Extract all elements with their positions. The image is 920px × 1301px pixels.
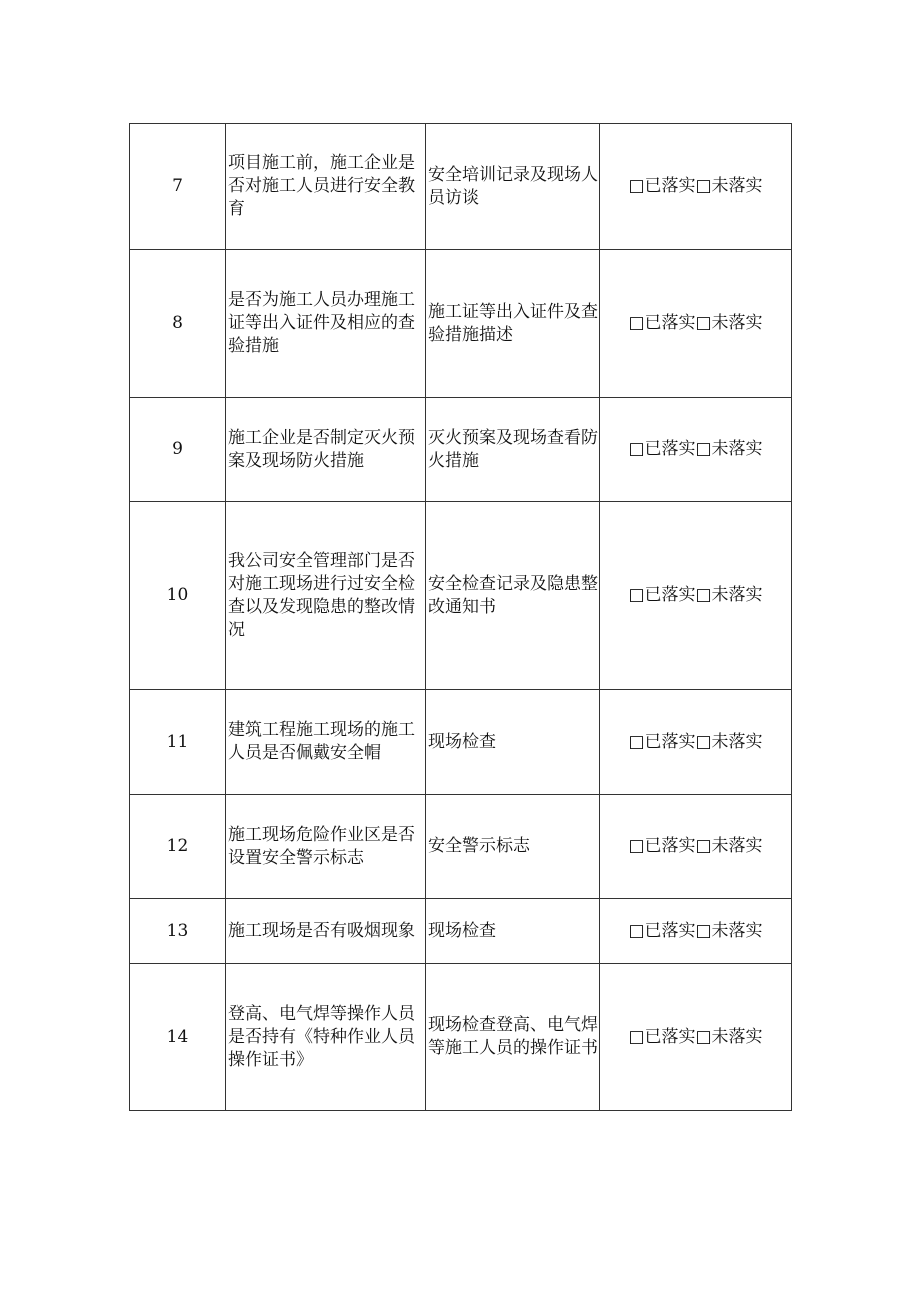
check-item: [226, 899, 426, 964]
check-method: [426, 690, 600, 795]
checklist-sheet: [129, 123, 791, 1111]
table-row: [130, 124, 792, 250]
row-number: 12: [130, 795, 226, 899]
safety-checklist-table: [129, 123, 792, 1111]
check-item: [226, 795, 426, 899]
table-row: [130, 899, 792, 964]
status-options[interactable]: □已落实□未落实: [600, 502, 792, 690]
check-item-text: 是否为施工人员办理施工证等出入证件及相应的查验措施: [228, 290, 415, 356]
status-options[interactable]: □已落实□未落实: [600, 964, 792, 1111]
check-item: [226, 690, 426, 795]
check-item: [226, 502, 426, 690]
table-row: [130, 502, 792, 690]
check-method: [426, 795, 600, 899]
check-method-text: 安全培训记录及现场人员访谈: [428, 164, 598, 208]
row-number: 9: [130, 398, 226, 502]
status-options[interactable]: □已落实□未落实: [600, 398, 792, 502]
check-method-text: 灭火预案及现场查看防火措施: [428, 427, 598, 471]
check-item: [226, 250, 426, 398]
table-row: [130, 795, 792, 899]
check-method-text: 现场检查: [428, 731, 496, 752]
check-item-text: 施工现场危险作业区是否设置安全警示标志: [228, 824, 415, 868]
check-method: [426, 124, 600, 250]
check-item-text: 我公司安全管理部门是否对施工现场进行过安全检查以及发现隐患的整改情况: [228, 550, 415, 640]
status-options[interactable]: □已落实□未落实: [600, 124, 792, 250]
status-options[interactable]: □已落实□未落实: [600, 250, 792, 398]
check-method-text: 安全警示标志: [428, 836, 530, 856]
check-method: [426, 899, 600, 964]
table-row: [130, 964, 792, 1111]
table-row: [130, 398, 792, 502]
row-number: 10: [130, 502, 226, 690]
check-item: [226, 124, 426, 250]
table-row: [130, 690, 792, 795]
check-item-text: 建筑工程施工现场的施工人员是否佩戴安全帽: [228, 720, 415, 763]
check-method-text: 现场检查: [428, 920, 496, 941]
row-number: 11: [130, 690, 226, 795]
row-number: 7: [130, 124, 226, 250]
check-method: [426, 250, 600, 398]
check-item-text: 施工企业是否制定灭火预案及现场防火措施: [228, 427, 415, 471]
check-method: [426, 398, 600, 502]
check-item-text: 登高、电气焊等操作人员是否持有《特种作业人员操作证书》: [228, 1003, 415, 1070]
check-item: [226, 398, 426, 502]
check-method-text: 现场检查登高、电气焊等施工人员的操作证书: [428, 1015, 598, 1058]
table-row: [130, 250, 792, 398]
row-number: 13: [130, 899, 226, 964]
check-item: [226, 964, 426, 1111]
check-method: [426, 502, 600, 690]
row-number: 8: [130, 250, 226, 398]
check-item-text: 施工现场是否有吸烟现象: [228, 920, 415, 941]
check-method-text: 安全检查记录及隐患整改通知书: [428, 573, 598, 617]
row-number: 14: [130, 964, 226, 1111]
check-method: [426, 964, 600, 1111]
check-item-text: 项目施工前，施工企业是否对施工人员进行安全教育: [228, 153, 415, 219]
status-options[interactable]: □已落实□未落实: [600, 795, 792, 899]
check-method-text: 施工证等出入证件及查验措施描述: [428, 301, 598, 345]
status-options[interactable]: □已落实□未落实: [600, 690, 792, 795]
status-options[interactable]: □已落实□未落实: [600, 899, 792, 964]
